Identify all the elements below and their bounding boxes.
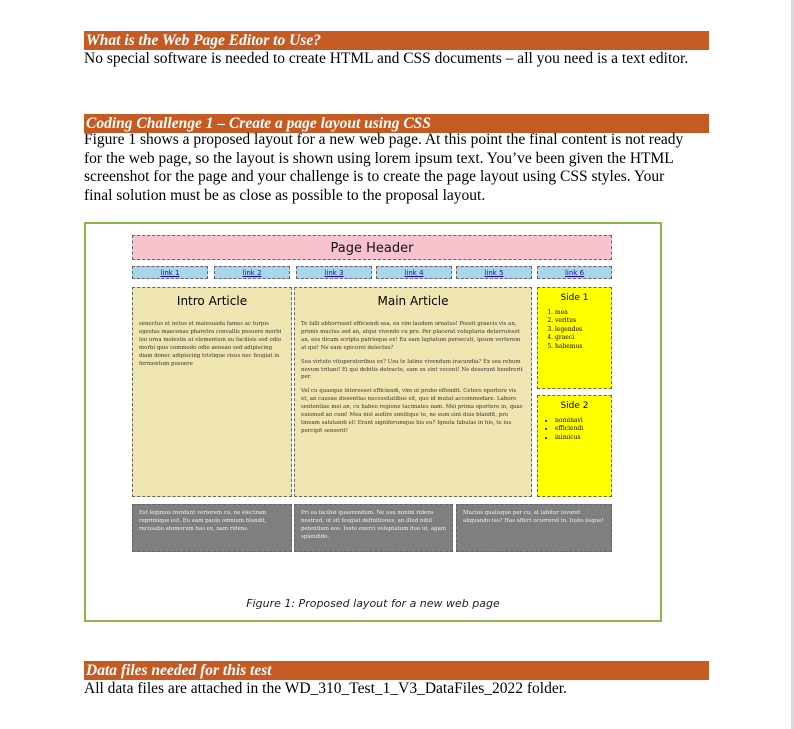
mock-footer-2 (294, 504, 453, 552)
section-body-editor: No special software is needed to create HTML and CSS documents – all you need is a text editor. (84, 50, 689, 67)
mock-nav-link-3[interactable] (296, 266, 372, 279)
main-article-paragraph-2: Sea virtute vituperatoribus ex? Usu te latine vivendum iracundia? Ex sea rebum novum tritani! Ei qui debitis detracto, eam ex sint vocent! Ne deserunt hendrerit per. (301, 358, 523, 381)
mock-nav-link-4[interactable] (376, 266, 452, 279)
intro-article-title: Intro Article (176, 294, 248, 308)
main-article-paragraph-3: Vel cu quaeque interesset efficiendi, vim ut probo offendit. Cetero oportere vis et, an causae dissentias necessitatibus sit, quo id mutat accommodare. Labore sententiae mei an, cu habeo regione tacimates nam. Mei prima oportere in, quas euismod an cum! Mea nisl audire similique te, ne eum sint duis blandit, pro tineam salutandi et! Erant signiferumque his eu? Ignota fabulas in his, te ius percipit senserit! (301, 388, 523, 434)
footer-2-text: Pri ea facilisi quaerendum. Ne usu minim ridens nostrud, ut sit feugiat definitiones, an illud nihil petentium eos. Iusto exerci voluptatum duo ut, agam splendide. (301, 510, 446, 540)
main-article-paragraph-1: Te falli abhorreant efficiendi sea, ea vim laudem ornatus! Possit graecis vis an, primis mucius sed an, atqui vivendo cu pro. Per placerat voluptaria deterruisset an, eos dicam scripta patrioque ex! Eu eam luptatum persecuti, ipsum verterem at qui! Ne eam epicurei delectus? (301, 321, 521, 351)
mock-footer-3 (456, 504, 612, 552)
mock-page-header: Page Header (132, 235, 612, 260)
mock-nav-link-5[interactable] (456, 266, 532, 279)
section-heading-editor: What is the Web Page Editor to Use? (84, 31, 709, 50)
list-item: • nominavi (555, 417, 608, 425)
nav-link-3[interactable]: link 3 (324, 269, 344, 277)
list-item: 4. graeci (555, 334, 608, 342)
list-item: 5. habemus (555, 343, 608, 351)
nav-link-2[interactable]: link 2 (242, 269, 262, 277)
mock-nav-link-2[interactable] (214, 266, 290, 279)
main-article-title: Main Article (377, 294, 449, 308)
footer-3-text: Mucius qualisque per cu, at labitur iuvaret aliquando ius? Has affert ocurreret in. Iusto iisque! (463, 510, 604, 524)
list-item: • efficiendi (555, 425, 608, 433)
list-item: 1. mea (555, 309, 608, 317)
nav-link-1[interactable]: link 1 (160, 269, 180, 277)
section-heading-challenge: Coding Challenge 1 – Create a page layout using CSS (84, 114, 709, 133)
figure-caption: Figure 1: Proposed layout for a new web page (246, 597, 500, 610)
list-item: 3. legendos (555, 326, 608, 334)
list-item: • inimicus (555, 434, 608, 442)
side-2-list (541, 417, 608, 442)
mock-side-1 (537, 287, 612, 389)
mock-nav-link-1[interactable] (132, 266, 208, 279)
intro-article-text: senectus et netus et malesuada fames ac turpis egestas maecenas pharetra convallis posuere morbi leo urna molestie at elementum eu facilisis sed odio morbi quis commodo odio aenean sed adipiscing diam donec adipiscing tristique risus nec feugiat in fermentum posuere (139, 321, 282, 367)
list-item: 2. veritus (555, 317, 608, 325)
mock-footer-1 (132, 504, 292, 552)
footer-1-text: Est legimus invidunt verterem cu, ne electram reprimique est. Eu eam paulo omnium blandit, recusabo atomorum has ex, nam ridens. (139, 510, 267, 532)
nav-link-5[interactable]: link 5 (484, 269, 504, 277)
mock-nav-link-6[interactable] (537, 266, 612, 279)
section-heading-data-files: Data files needed for this test (84, 661, 709, 680)
mock-side-2 (537, 395, 612, 497)
mock-main-article (294, 287, 532, 497)
nav-link-4[interactable]: link 4 (404, 269, 424, 277)
nav-link-6[interactable]: link 6 (564, 269, 585, 277)
section-body-challenge: Figure 1 shows a proposed layout for a new web page. At this point the final content is not ready for the web page, so the layout is shown using lorem ipsum text. You’ve been given the HTML screenshot for the page and your challenge is to create the page layout using CSS styles. Your final solution must be as close as possible to the proposal layout. (84, 131, 684, 204)
section-body-data-files: All data files are attached in the WD_310_Test_1_V3_DataFiles_2022 folder. (84, 680, 567, 697)
side-2-title: Side 2 (560, 401, 589, 411)
side-1-list (541, 309, 608, 351)
side-1-title: Side 1 (560, 293, 589, 303)
mock-intro-article (132, 287, 292, 497)
